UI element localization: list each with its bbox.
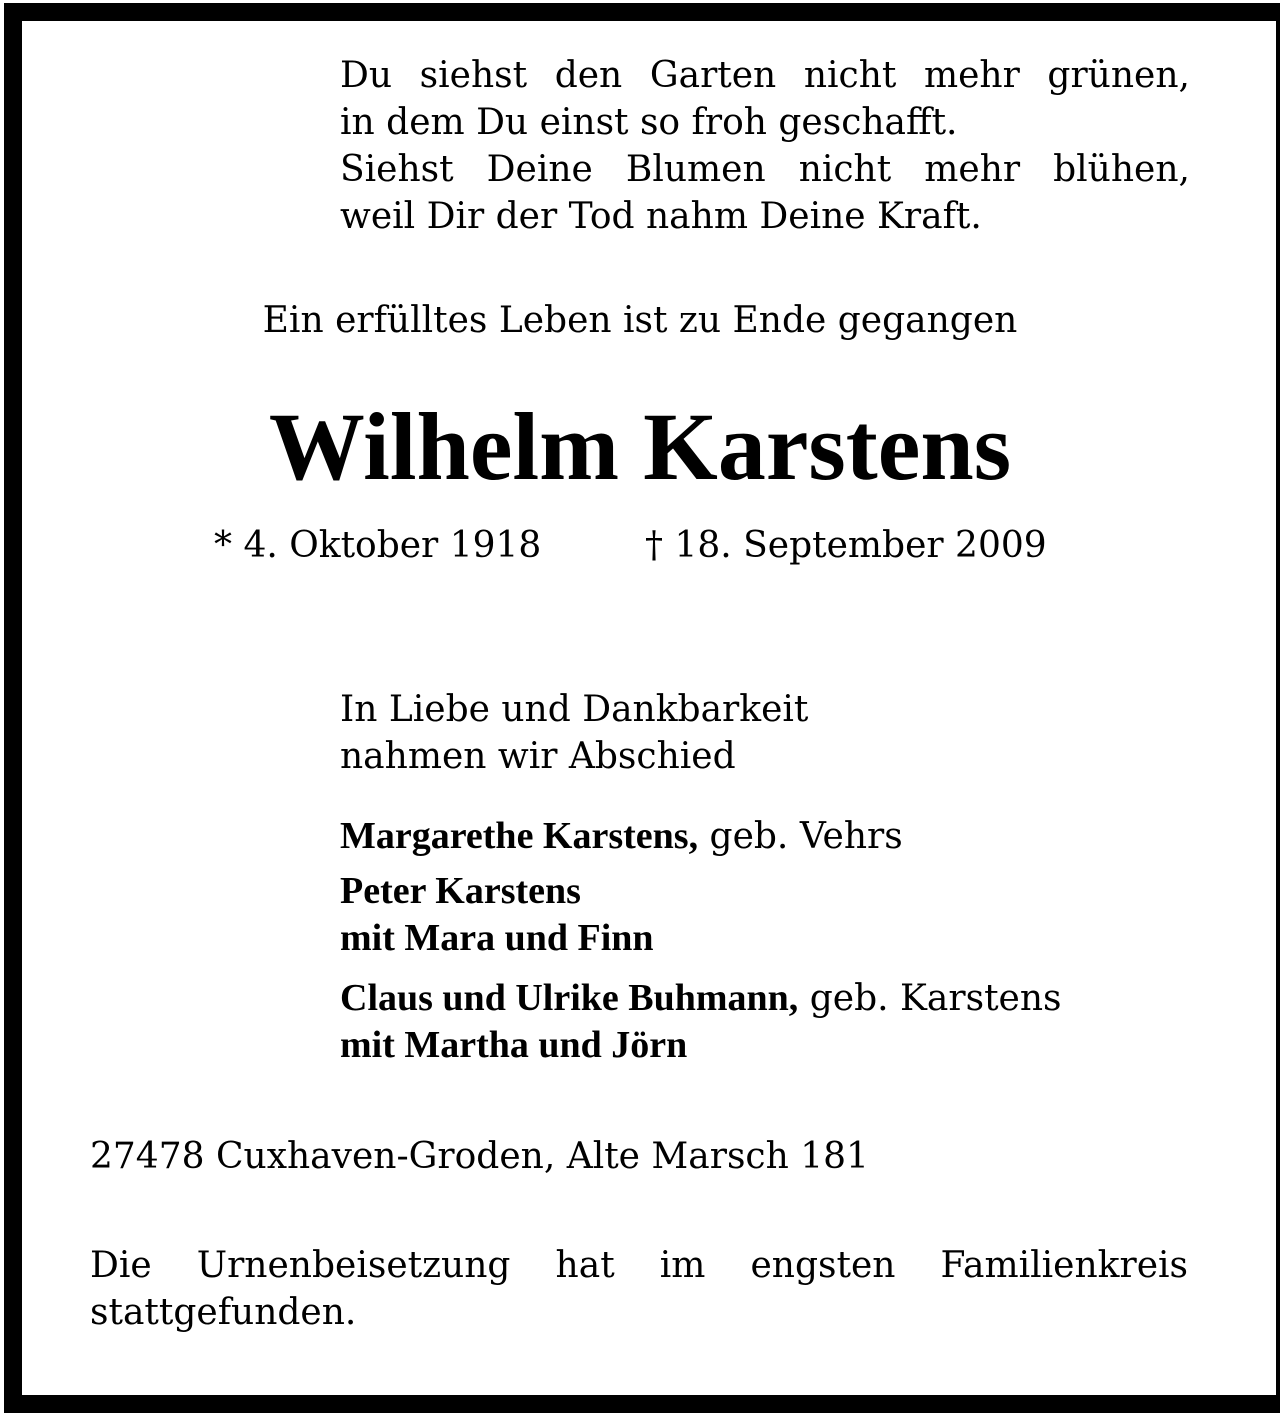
- poem-line: weil Dir der Tod nahm Deine Kraft.: [340, 196, 982, 237]
- poem-line: Siehst Deine Blumen nicht mehr blühen,: [340, 149, 1190, 190]
- farewell-text: [340, 686, 808, 780]
- intro-text: Ein erfülltes Leben ist zu Ende gegangen: [262, 300, 1018, 341]
- poem-line: Du siehst den Garten nicht mehr grünen,: [340, 55, 1190, 96]
- address: 27478 Cuxhaven-Groden, Alte Marsch 181: [90, 1136, 869, 1177]
- birth-date: * 4. Oktober 1918: [214, 525, 542, 566]
- notice-line: Die Urnenbeisetzung hat im engsten Familienkreis: [90, 1245, 1188, 1286]
- daughter-name: Claus und Ulrike Buhmann,: [340, 977, 799, 1019]
- farewell-line: In Liebe und Dankbarkeit: [340, 689, 809, 730]
- deceased-name: Wilhelm Karstens: [268, 393, 1012, 500]
- son-children: mit Mara und Finn: [340, 917, 654, 959]
- burial-notice: [90, 1242, 1188, 1336]
- spouse-name: Margarethe Karstens,: [340, 815, 699, 857]
- spouse-maiden-name: geb. Vehrs: [698, 816, 903, 857]
- daughter-children: mit Martha und Jörn: [340, 1024, 688, 1066]
- daughter-maiden-name: geb. Karstens: [798, 978, 1062, 1019]
- family-daughter: [340, 975, 1062, 1069]
- death-date: † 18. September 2009: [645, 525, 1047, 566]
- family-spouse: [340, 813, 903, 860]
- family-son: [340, 868, 654, 962]
- farewell-line: nahmen wir Abschied: [340, 736, 736, 777]
- poem: [340, 52, 1190, 240]
- poem-line: in dem Du einst so froh geschafft.: [340, 102, 958, 143]
- notice-line: stattgefunden.: [90, 1292, 357, 1333]
- son-name: Peter Karstens: [340, 870, 581, 912]
